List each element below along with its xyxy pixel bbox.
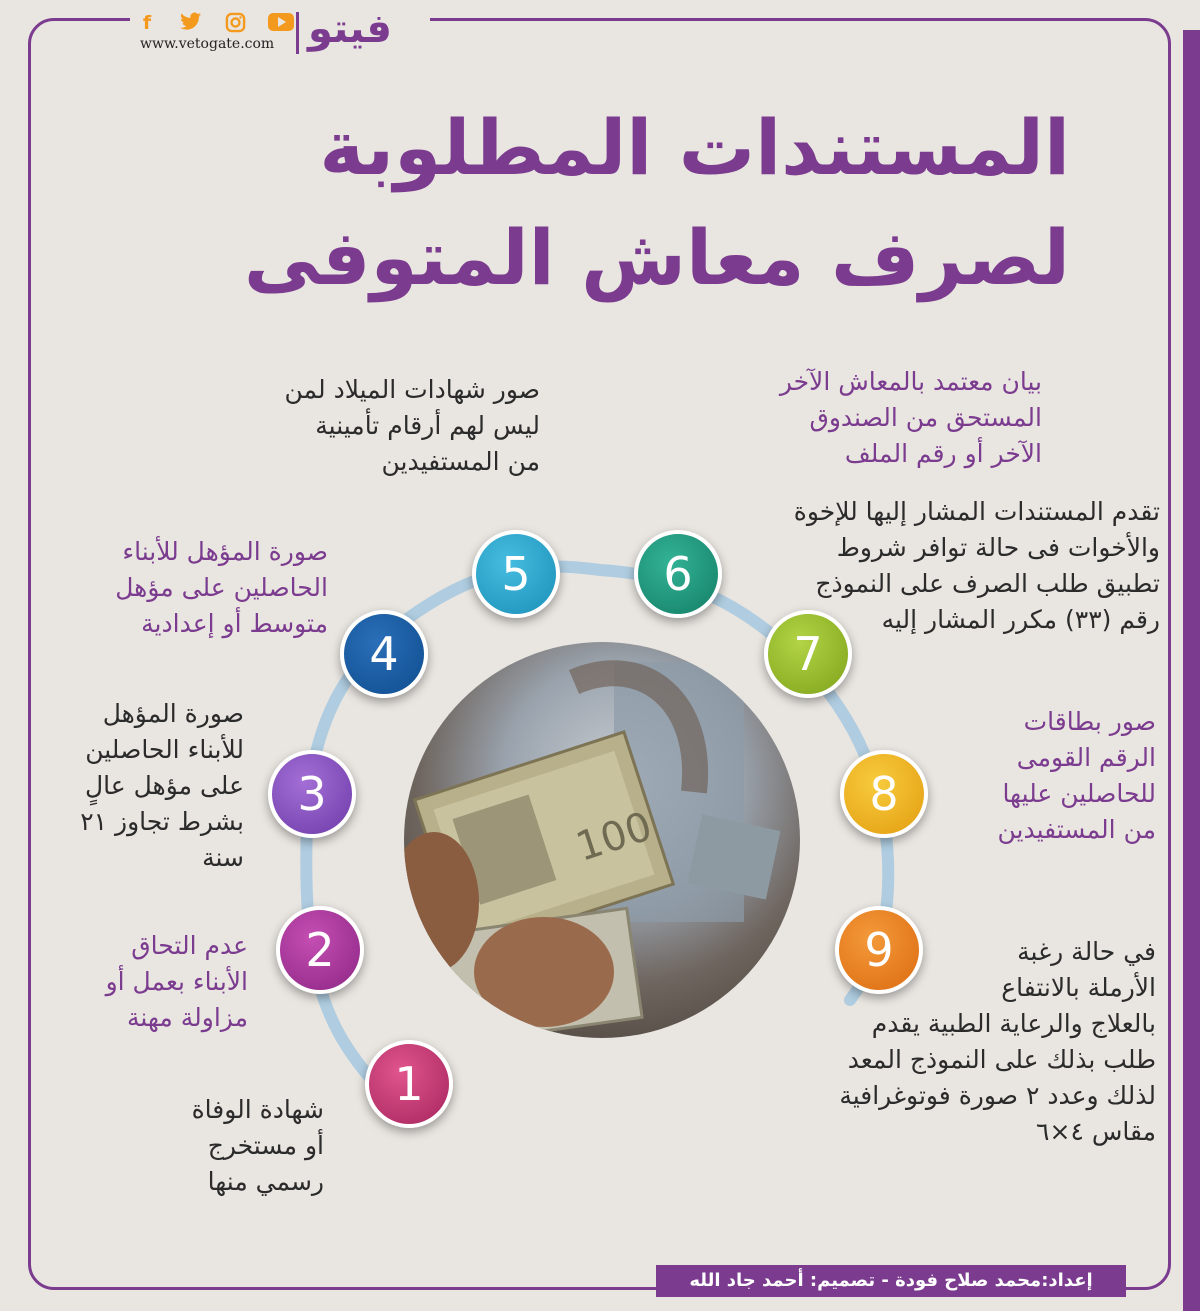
step-5-circle: 5 (472, 530, 560, 618)
step-3-circle: 3 (268, 750, 356, 838)
step-2-circle: 2 (276, 906, 364, 994)
svg-text:100: 100 (570, 803, 658, 871)
title-line-2: لصرف معاش المتوفى (243, 213, 1070, 302)
step-8-text: صور بطاقات الرقم القومى للحاصلين عليها من المستفيدين (997, 707, 1156, 844)
step-9-text: في حالة رغبة الأرملة بالانتفاع بالعلاج والرعاية الطبية يقدم طلب بذلك على النموذج المعد لذلك وعدد ٢ صورة فوتوغرافية مقاس ٤×٦ (839, 937, 1156, 1146)
brand-logo[interactable]: فيتو (308, 6, 392, 52)
step-6-circle: 6 (634, 530, 722, 618)
step-7-text: تقدم المستندات المشار إليها للإخوة والأخوات فى حالة توافر شروط تطبيق طلب الصرف على النموذج رقم (٣٣) مكرر المشار إليه (793, 497, 1160, 634)
step-2-text: عدم التحاق الأبناء بعمل أو مزاولة مهنة (105, 931, 248, 1032)
step-3-text: صورة المؤهل للأبناء الحاصلين على مؤهل عالٍ بشرط تجاوز ٢١ سنة (80, 699, 244, 872)
credit-bar: إعداد:محمد صلاح فودة - تصميم: أحمد جاد الله (656, 1265, 1126, 1297)
title-line-1: المستندات المطلوبة (319, 103, 1070, 192)
step-7-circle: 7 (764, 610, 852, 698)
step-5-text: صور شهادات الميلاد لمن ليس لهم أرقام تأمينية من المستفيدين (284, 375, 540, 476)
step-4-text: صورة المؤهل للأبناء الحاصلين على مؤهل متوسط أو إعدادية (115, 537, 328, 638)
step-1-circle: 1 (365, 1040, 453, 1128)
step-1-text: شهادة الوفاة أو مستخرج رسمي منها (191, 1095, 324, 1196)
step-9-circle: 9 (835, 906, 923, 994)
site-url[interactable]: www.vetogate.com (140, 36, 275, 52)
step-4-circle: 4 (340, 610, 428, 698)
facebook-icon[interactable]: f (142, 12, 152, 34)
step-6-text: بيان معتمد بالمعاش الآخر المستحق من الصندوق الآخر أو رقم الملف (779, 367, 1042, 468)
step-8-circle: 8 (840, 750, 928, 838)
